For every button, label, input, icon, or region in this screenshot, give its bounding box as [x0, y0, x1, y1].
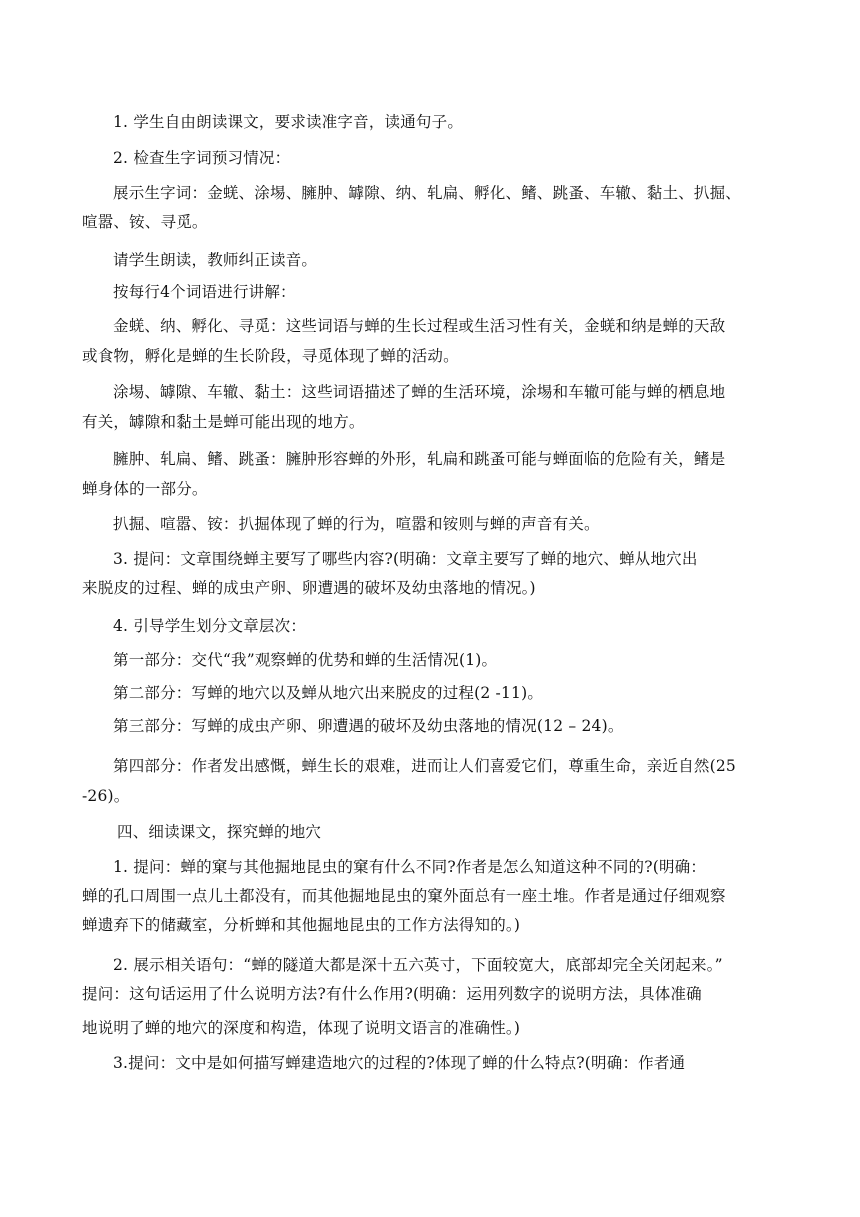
paragraph-line: 第二部分：写蝉的地穴以及蝉从地穴出来脱皮的过程(2 -11)。: [113, 684, 544, 702]
paragraph-line: -26)。: [82, 787, 130, 805]
paragraph-line: 地说明了蝉的地穴的深度和构造，体现了说明文语言的准确性。): [82, 1019, 521, 1037]
paragraph-line: 蝉的孔口周围一点儿土都没有，而其他掘地昆虫的窠外面总有一座土堆。作者是通过仔细观察: [82, 887, 726, 905]
paragraph-line: 第三部分：写蝉的成虫产卵、卵遭遇的破坏及幼虫落地的情况(12 – 24)。: [113, 717, 624, 735]
paragraph-line: 喧嚣、铵、寻觅。: [82, 213, 208, 231]
paragraph-line: 展示生字词：金蜣、涂埸、臃肿、罅隙、纳、轧扁、孵化、鳍、跳蚤、车辙、黏土、扒掘、: [113, 184, 742, 202]
paragraph-line: 请学生朗读，教师纠正读音。: [113, 251, 318, 269]
paragraph-line: 或食物，孵化是蝉的生长阶段，寻觅体现了蝉的活动。: [82, 347, 459, 365]
paragraph-line: 第一部分：交代“我”观察蝉的优势和蝉的生活情况(1)。: [113, 651, 498, 669]
paragraph-line: 臃肿、轧扁、鳍、跳蚤：臃肿形容蝉的外形，轧扁和跳蚤可能与蝉面临的危险有关，鳍是: [113, 450, 726, 468]
paragraph-line: 4. 引导学生划分文章层次：: [113, 617, 307, 635]
paragraph-line: 蝉身体的一部分。: [82, 480, 208, 498]
paragraph-line: 有关，罅隙和黏土是蝉可能出现的地方。: [82, 413, 365, 431]
paragraph-line: 扒掘、喧嚣、铵：扒掘体现了蝉的行为，喧嚣和铵则与蝉的声音有关。: [113, 515, 600, 533]
paragraph-line: 1. 学生自由朗读课文，要求读准字音，读通句子。: [113, 113, 464, 131]
paragraph-line: 2. 展示相关语句：“蝉的隧道大都是深十五六英寸，下面较宽大，底部却完全关闭起来。”: [113, 956, 723, 974]
section-heading: 四、细读课文，探究蝉的地穴: [117, 823, 322, 841]
paragraph-line: 来脱皮的过程、蝉的成虫产卵、卵遭遇的破坏及幼虫落地的情况。): [82, 579, 536, 597]
paragraph-line: 蝉遗弃下的储藏室，分析蝉和其他掘地昆虫的工作方法得知的。): [82, 916, 521, 934]
paragraph-line: 1. 提问：蝉的窠与其他掘地昆虫的窠有什么不同?作者是怎么知道这种不同的?(明确：: [113, 858, 707, 876]
paragraph-line: 涂埸、罅隙、车辙、黏土：这些词语描述了蝉的生活环境，涂埸和车辙可能与蝉的栖息地: [113, 383, 726, 401]
paragraph-line: 2. 检查生字词预习情况：: [113, 149, 291, 167]
paragraph-line: 金蜣、纳、孵化、寻觅：这些词语与蝉的生长过程或生活习性有关，金蜣和纳是蝉的天敌: [113, 317, 726, 335]
paragraph-line: 提问：这句话运用了什么说明方法?有什么作用?(明确：运用列数字的说明方法，具体准确: [82, 985, 702, 1003]
paragraph-line: 按每行4个词语进行讲解：: [113, 283, 296, 301]
paragraph-line: 第四部分：作者发出感慨，蝉生长的艰难，进而让人们喜爱它们，尊重生命，亲近自然(25: [113, 757, 736, 775]
paragraph-line: 3.提问：文中是如何描写蝉建造地穴的过程的?体现了蝉的什么特点?(明确：作者通: [113, 1054, 686, 1072]
paragraph-line: 3. 提问：文章围绕蝉主要写了哪些内容?(明确：文章主要写了蝉的地穴、蝉从地穴出: [113, 550, 698, 568]
